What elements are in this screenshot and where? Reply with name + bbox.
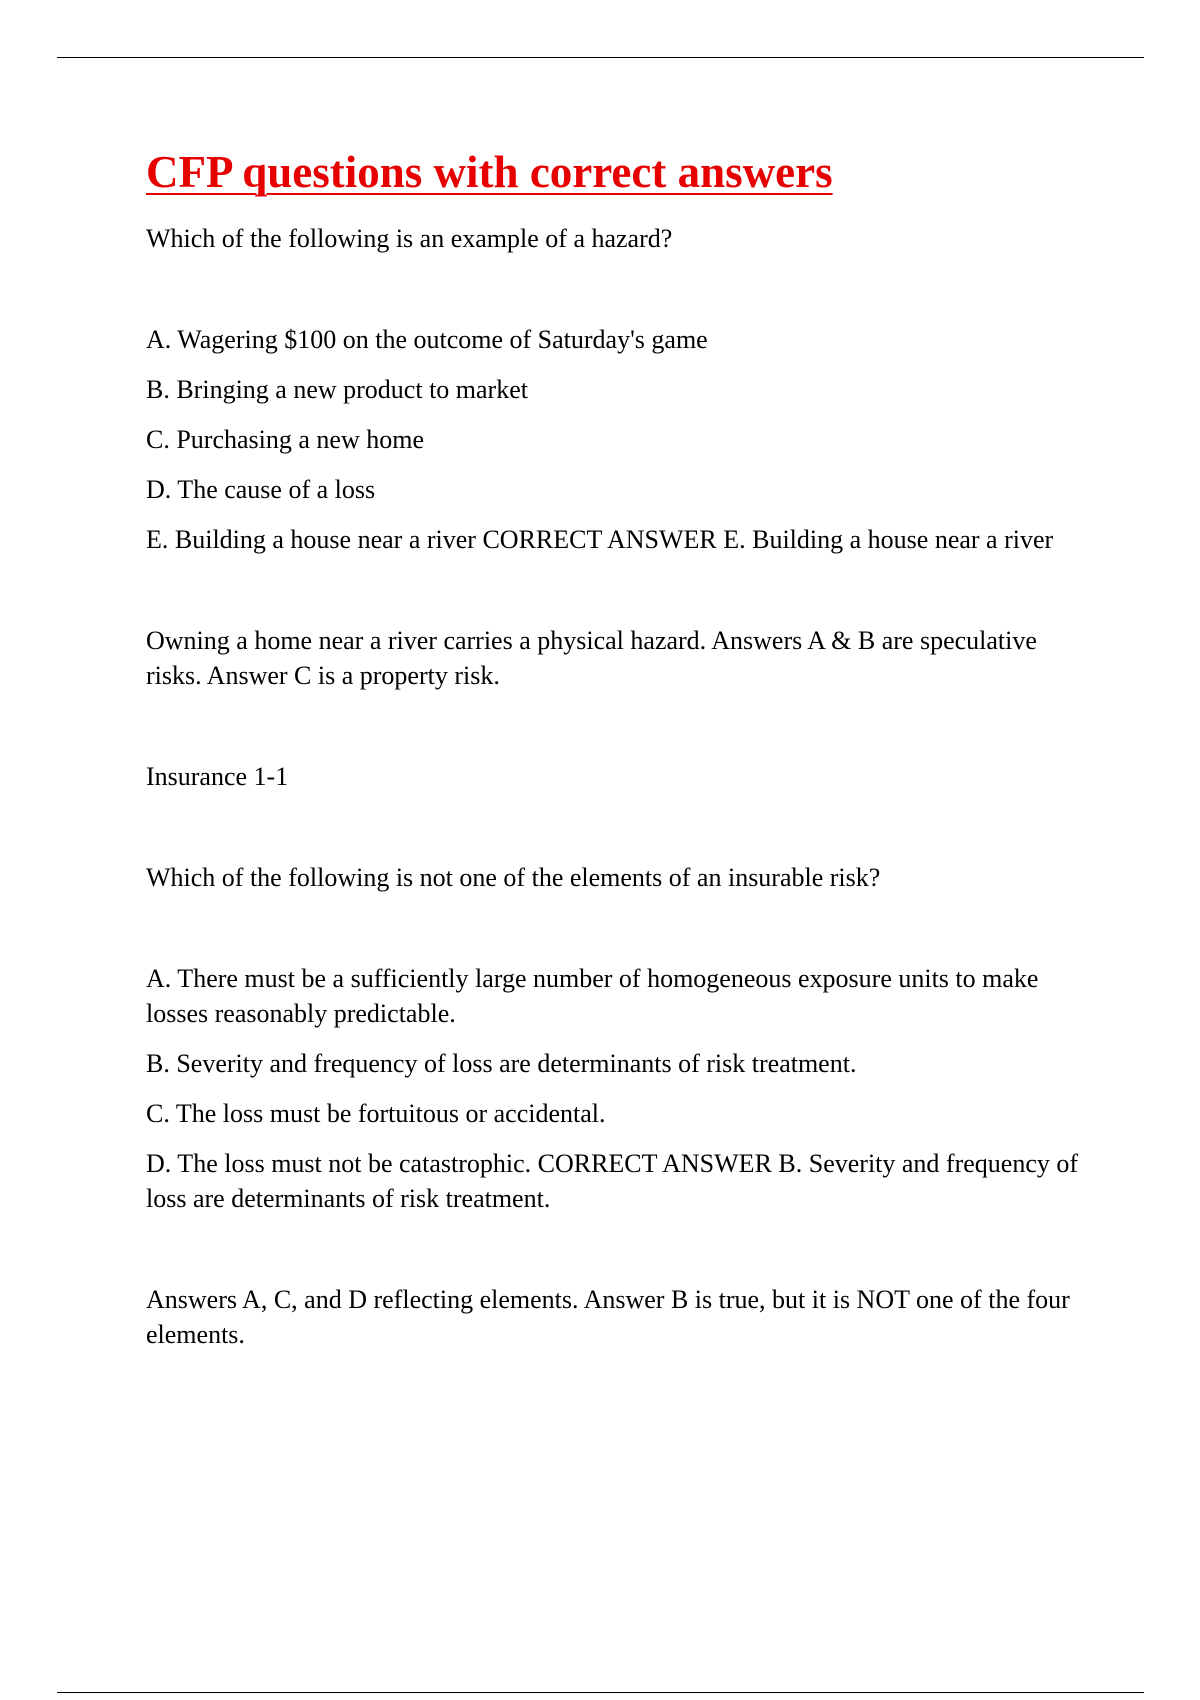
document-body: [146, 142, 1086, 1352]
answer-option-a: A. Wagering $100 on the outcome of Saturday's game: [146, 325, 708, 354]
document-title: CFP questions with correct answers: [146, 147, 833, 197]
answer-option-c: C. Purchasing a new home: [146, 425, 425, 454]
question-text: Which of the following is an example of a hazard?: [146, 224, 673, 253]
question-block-1: [146, 221, 1086, 794]
answer-option-c: C. The loss must be fortuitous or accidental.: [146, 1099, 606, 1128]
answer-option-a: A. There must be a sufficiently large number of homogeneous exposure units to make losses reasonably predictable.: [146, 964, 1039, 1028]
answer-option-b: B. Bringing a new product to market: [146, 375, 528, 404]
answer-option-d: D. The loss must not be catastrophic. CORRECT ANSWER B. Severity and frequency of loss are determinants of risk treatment.: [146, 1149, 1079, 1213]
header-rule: [57, 57, 1144, 58]
answer-option-d: D. The cause of a loss: [146, 475, 376, 504]
footer-rule: [57, 1692, 1144, 1693]
question-text: Which of the following is not one of the elements of an insurable risk?: [146, 863, 881, 892]
question-source: Insurance 1-1: [146, 762, 289, 791]
answer-explanation: Answers A, C, and D reflecting elements. Answer B is true, but it is NOT one of the four elements.: [146, 1285, 1070, 1349]
answer-option-b: B. Severity and frequency of loss are determinants of risk treatment.: [146, 1049, 857, 1078]
question-block-2: [146, 860, 1086, 1352]
answer-option-e: E. Building a house near a river CORRECT ANSWER E. Building a house near a river: [146, 525, 1054, 554]
answer-explanation: Owning a home near a river carries a physical hazard. Answers A & B are speculative risks. Answer C is a property risk.: [146, 626, 1037, 690]
